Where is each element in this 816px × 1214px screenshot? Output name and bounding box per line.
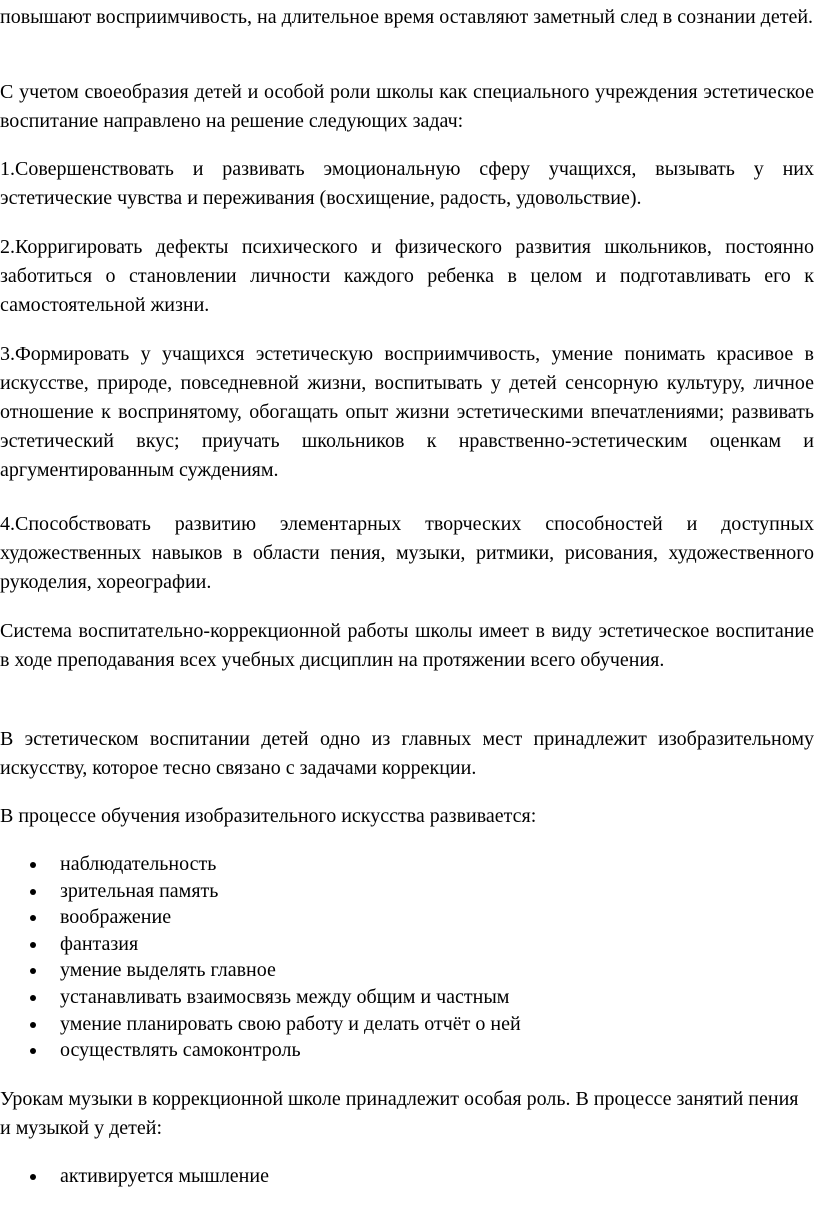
paragraph-fine-arts: В эстетическом воспитании детей одно из главных мест принадлежит изобразительному искусству, которое тесно связано с задачами коррекции.: [0, 728, 814, 779]
paragraph-music-role: Урокам музыки в коррекционной школе принадлежит особая роль. В процессе занятий пения и музыкой у детей:: [0, 1088, 799, 1139]
bullet-icon: [30, 942, 36, 948]
list-item: осуществлять самоконтроль: [0, 1037, 814, 1064]
list-item: активируется мышление: [0, 1163, 814, 1190]
bullet-icon: [30, 1022, 36, 1028]
bullet-icon: [30, 862, 36, 868]
list-item: наблюдательность: [0, 851, 814, 878]
paragraph-task-2: 2.Корригировать дефекты психического и физического развития школьников, постоянно заботиться о становлении личности каждого ребенка в целом и подготавливать его к самостоятельной жизни.: [0, 236, 814, 316]
paragraph-task-1: 1.Совершенствовать и развивать эмоциональную сферу учащихся, вызывать у них эстетические чувства и переживания (восхищение, радость, удовольствие).: [0, 158, 814, 209]
paragraph-task-3: 3.Формировать у учащихся эстетическую восприимчивость, умение понимать красивое в искусстве, природе, повседневной жизни, воспитывать у детей сенсорную культуру, личное отношение к воспринятому, обогащать опыт жизни эстетическими впечатлениями; развивать эстетический вкус; приучать школьников к нравственно-эстетическим оценкам и аргументированным суждениям.: [0, 343, 814, 481]
bullet-icon: [30, 1048, 36, 1054]
paragraph-tasks-intro: С учетом своеобразия детей и особой роли школы как специального учреждения эстетическое воспитание направлено на решение следующих задач:: [0, 81, 814, 132]
list-item: зрительная память: [0, 878, 814, 905]
bullet-icon: [30, 995, 36, 1001]
paragraph-correction-system: Система воспитательно-коррекционной работы школы имеет в виду эстетическое воспитание в ходе преподавания всех учебных дисциплин на протяжении всего обучения.: [0, 620, 814, 671]
paragraph-intro-continuation: повышают восприимчивость, на длительное время оставляют заметный след в сознании детей.: [0, 6, 814, 28]
music-effects-list: [0, 1163, 814, 1190]
list-item: фантазия: [0, 931, 814, 958]
list-item: умение выделять главное: [0, 957, 814, 984]
bullet-icon: [30, 889, 36, 895]
paragraph-task-4: 4.Способствовать развитию элементарных творческих способностей и доступных художественных навыков в области пения, музыки, ритмики, рисования, художественного рукоделия, хореографии.: [0, 513, 814, 593]
list-item: воображение: [0, 904, 814, 931]
bullet-icon: [30, 1174, 36, 1180]
list-item: умение планировать свою работу и делать отчёт о ней: [0, 1011, 814, 1038]
list-item: устанавливать взаимосвязь между общим и частным: [0, 984, 814, 1011]
bullet-icon: [30, 915, 36, 921]
art-skills-list: [0, 851, 814, 1064]
bullet-icon: [30, 968, 36, 974]
paragraph-art-develops: В процессе обучения изобразительного искусства развивается:: [0, 805, 537, 827]
